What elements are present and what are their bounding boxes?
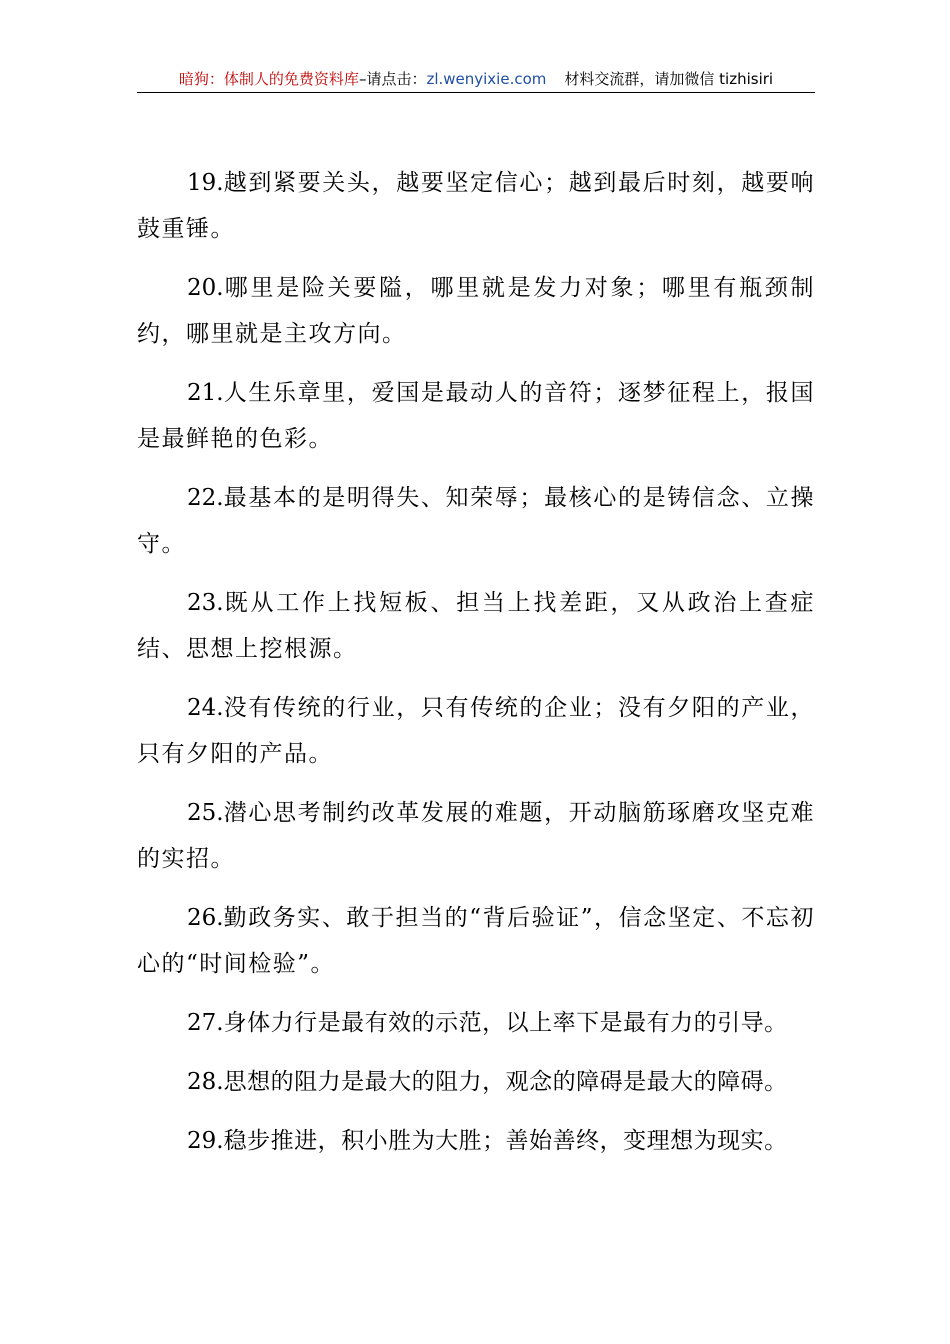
item-text: 越到紧要关头，越要坚定信心；越到最后时刻，越要响鼓重锤。 [137, 170, 815, 242]
list-item [137, 895, 815, 987]
item-text: 人生乐章里，爱国是最动人的音符；逐梦征程上，报国是最鲜艳的色彩。 [137, 380, 815, 452]
item-text: 没有传统的行业，只有传统的企业；没有夕阳的产业，只有夕阳的产品。 [137, 695, 815, 767]
list-item [137, 580, 815, 672]
item-number: 20. [187, 275, 224, 301]
item-number: 19. [187, 170, 224, 196]
list-item [137, 160, 815, 252]
header-link[interactable]: zl.wenyixie.com [426, 70, 547, 88]
item-text: 稳步推进，积小胜为大胜；善始善终，变理想为现实。 [223, 1128, 788, 1154]
item-text: 哪里是险关要隘，哪里就是发力对象；哪里有瓶颈制约，哪里就是主攻方向。 [137, 275, 815, 347]
list-item [137, 265, 815, 357]
item-text: 潜心思考制约改革发展的难题，开动脑筋琢磨攻坚克难的实招。 [137, 800, 815, 872]
list-item [137, 685, 815, 777]
item-text: 既从工作上找短板、担当上找差距，又从政治上查症结、思想上挖根源。 [137, 590, 815, 662]
list-item [137, 1059, 815, 1105]
item-text: 最基本的是明得失、知荣辱；最核心的是铸信念、立操守。 [137, 485, 815, 557]
list-item [137, 475, 815, 567]
item-number: 28. [187, 1069, 224, 1095]
item-number: 25. [187, 800, 224, 826]
item-number: 29. [187, 1128, 224, 1154]
item-number: 27. [187, 1010, 224, 1036]
list-item [137, 1118, 815, 1164]
list-item [137, 370, 815, 462]
list-item [137, 1000, 815, 1046]
document-body [137, 160, 815, 1177]
header-group-info: 材料交流群，请加微信 tizhisiri [564, 70, 774, 88]
list-item [137, 790, 815, 882]
item-text: 思想的阻力是最大的阻力，观念的障碍是最大的障碍。 [223, 1069, 788, 1095]
item-number: 21. [187, 380, 224, 406]
item-number: 24. [187, 695, 224, 721]
item-number: 22. [187, 485, 224, 511]
item-text: 身体力行是最有效的示范，以上率下是最有力的引导。 [223, 1010, 788, 1036]
page-header [137, 66, 815, 93]
item-text: 勤政务实、敢于担当的“背后验证”，信念坚定、不忘初心的“时间检验”。 [137, 905, 815, 977]
header-brand: 暗狗：体制人的免费资料库 [178, 70, 359, 88]
item-number: 23. [187, 590, 224, 616]
header-prompt: –请点击： [358, 70, 427, 88]
item-number: 26. [187, 905, 224, 931]
